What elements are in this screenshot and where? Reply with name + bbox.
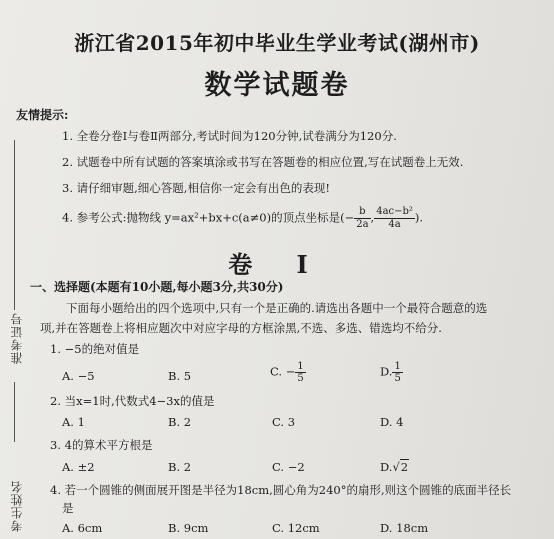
question-4-option-a: A. 6cm [62,521,103,535]
formula-frac1-num: b [354,206,370,219]
question-2-option-c: C. 3 [272,415,296,429]
question-2-option-b: B. 2 [168,415,192,429]
question-3-stem: 3. 4的算术平方根是 [50,438,153,452]
volume-title: 卷 Ⅰ [228,250,326,279]
question-3-option-c: C. −2 [272,460,305,474]
question-1-option-c [270,361,306,384]
question-1-option-a: A. −5 [62,369,95,383]
option-c-denominator: 5 [297,373,304,384]
formula-frac1-den: 2a [356,219,369,230]
exam-number-label: 准考证号 [10,312,24,364]
exam-title: 浙江省2015年初中毕业生学业考试(湖州市) [74,31,480,55]
question-1-stem: 1. −5的绝对值是 [50,342,140,356]
question-3-option-d [380,460,409,474]
option-d-denominator: 5 [394,373,401,384]
formula-fraction-1 [354,206,370,231]
question-4-option-d: D. 18cm [380,521,429,535]
question-1-option-d [380,361,403,384]
binding-margin-line [14,140,15,310]
square-root: √2 [392,460,409,474]
formula-intro: 4. 参考公式:抛物线 y=ax²+bx+c(a≠0)的顶点坐标是(− [62,210,355,225]
question-4-stem-line1: 4. 若一个圆锥的侧面展开图是半径为18cm,圆心角为240°的扇形,则这个圆锥的底面半径长 [50,483,512,497]
option-d-numerator: 1 [394,361,401,372]
tip-item-3: 3. 请仔细审题,细心答题,相信你一定会有出色的表现! [62,181,331,195]
option-d-fraction [392,361,402,384]
tip-item-formula: 4. 参考公式:抛物线 y=ax²+bx+c(a≠0)的顶点坐标是(− $\frac{b}{2a}$ , $\frac{\text{4ac−b²}}{4a}$ ). [62,206,424,230]
formula-fraction-2 [374,206,415,231]
section-instructions-line2: 项,并在答题卷上将相应题次中对应字母的方框涂黑,不选、多选、错选均不给分. [40,321,442,335]
question-2-option-a: A. 1 [62,415,85,429]
exam-subtitle: 数学试题卷 [204,70,350,101]
section-heading: 一、选择题(本题有10小题,每小题3分,共30分) [30,280,284,294]
question-3-option-b: B. 2 [168,460,192,474]
binding-margin-line-lower [14,382,15,442]
question-2-stem: 2. 当x=1时,代数式4−3x的值是 [50,394,215,408]
formula-frac2-num: 4ac−b² [376,206,413,217]
tip-item-2: 2. 试题卷中所有试题的答案填涂或书写在答题卷的相应位置,写在试题卷上无效. [62,155,464,169]
formula-end: ). [414,210,424,225]
question-4-option-c: C. 12cm [272,521,320,535]
option-c-prefix: C. − [270,364,296,379]
option-c-numerator: 1 [297,361,304,372]
option-d-prefix: D. [380,460,393,474]
question-3-option-a: A. ±2 [62,460,95,474]
tips-heading: 友情提示: [16,108,69,122]
question-2-option-d: D. 4 [380,415,404,429]
option-d-prefix: D. [380,364,393,379]
tip-item-1: 1. 全卷分卷Ⅰ与卷Ⅱ两部分,考试时间为120分钟,试卷满分为120分. [62,129,397,143]
question-1-option-b: B. 5 [168,369,192,383]
question-4-stem-line2: 是 [62,501,74,515]
option-c-fraction [295,361,305,384]
section-instructions-line1: 下面每小题给出的四个选项中,只有一个是正确的.请选出各题中一个最符合题意的选 [66,301,488,315]
student-name-label: 考生姓名 [10,480,24,532]
radicand: 2 [400,460,409,474]
question-4-option-b: B. 9cm [168,521,209,535]
formula-frac2-den: 4a [388,219,401,230]
